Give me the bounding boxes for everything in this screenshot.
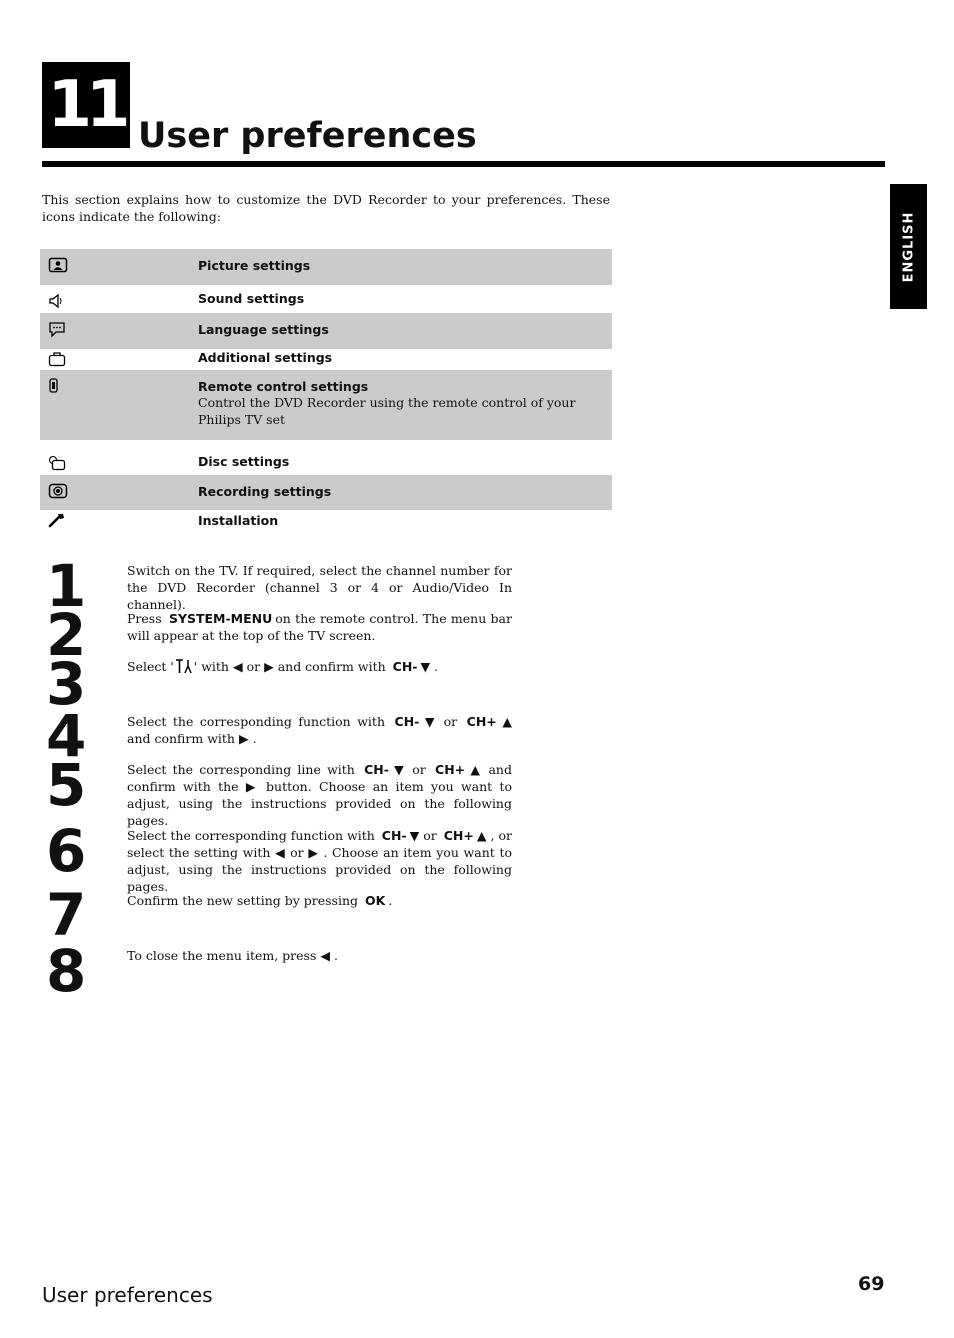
legend-label: Language settings [198, 322, 329, 337]
step-number: 6 [46, 817, 87, 885]
footer-section-title: User preferences [42, 1283, 213, 1307]
up-arrow-icon: ▲ [468, 762, 483, 777]
step-number: 4 [46, 702, 87, 770]
legend-label: Recording settings [198, 484, 332, 499]
legend-row-installation [40, 510, 612, 534]
title-divider [42, 161, 885, 167]
legend-row-additional [40, 349, 612, 370]
speech-bubble-icon [48, 321, 66, 338]
legend-row-picture [40, 249, 612, 285]
step-text: Confirm the new setting by pressing OK . [127, 893, 393, 908]
step-text: Select the corresponding function with CH- ▼ or CH+ ▲ and confirm with ▶ . [127, 714, 512, 746]
language-tab-label: ENGLISH [901, 211, 916, 282]
step-number: 2 [46, 601, 87, 669]
installation-icon [174, 658, 194, 674]
ch-plus-key: CH+ [435, 762, 466, 777]
ch-minus-key: CH- [392, 659, 418, 674]
record-icon [48, 483, 68, 499]
legend-label: Disc settings [198, 454, 290, 469]
step-text: Select the corresponding function with CH- ▼ or CH+ ▲ , or select the setting with ◀ or ▶ . Choose an item you want to adjust, using the instructions provided on the following pages. [127, 828, 513, 894]
step-text: To close the menu item, press ◀ . [127, 948, 338, 963]
legend-label: Remote control settings [198, 379, 369, 394]
up-arrow-icon: ▲ [499, 714, 512, 729]
step-number: 7 [46, 881, 87, 949]
ch-plus-key: CH+ [443, 828, 474, 843]
speaker-icon [48, 293, 64, 309]
legend-row-language [40, 313, 612, 349]
ch-plus-key: CH+ [466, 714, 497, 729]
ch-minus-key: CH- [381, 828, 407, 843]
left-arrow-icon: ◀ [232, 659, 243, 674]
down-arrow-icon: ▼ [409, 828, 420, 843]
legend-spacer [40, 440, 612, 453]
step-number: 1 [46, 552, 87, 620]
step-number: 5 [46, 751, 87, 819]
legend-label: Installation [198, 513, 279, 528]
left-arrow-icon: ◀ [275, 845, 286, 860]
ch-minus-key: CH- [394, 714, 420, 729]
right-arrow-icon: ▶ [245, 779, 259, 794]
picture-icon [48, 257, 68, 273]
step-text: Select ' ' with ◀ or ▶ and confirm with CH- ▼ . [127, 659, 439, 674]
up-arrow-icon: ▲ [476, 828, 487, 843]
legend-label: Sound settings [198, 291, 305, 306]
legend-row-sound [40, 285, 612, 313]
wrench-icon [48, 512, 66, 528]
legend-label: Picture settings [198, 258, 311, 273]
page-title: User preferences [138, 116, 477, 156]
right-arrow-icon: ▶ [308, 845, 319, 860]
intro-paragraph: This section explains how to customize the DVD Recorder to your preferences. These icons indicate the following: [42, 192, 610, 224]
down-arrow-icon: ▼ [391, 762, 407, 777]
legend-row-remote [40, 370, 612, 440]
disc-icon [48, 455, 66, 471]
left-arrow-icon: ◀ [320, 948, 330, 963]
step-text: Press SYSTEM-MENU on the remote control. The menu bar will appear at the top of the TV screen. [127, 611, 512, 643]
step-number: 8 [46, 937, 87, 1005]
briefcase-icon [48, 351, 66, 367]
language-tab [890, 184, 927, 309]
down-arrow-icon: ▼ [420, 659, 431, 674]
ch-minus-key: CH- [364, 762, 389, 777]
settings-icon-legend [40, 249, 612, 534]
step-text: Select the corresponding line with CH- ▼ or CH+ ▲ and confirm with the ▶ button. Choose an item you want to adjust, using the instructions provided on the following pages. [127, 762, 512, 828]
legend-description: Control the DVD Recorder using the remote control of your Philips TV set [198, 395, 576, 427]
page-number: 69 [858, 1273, 885, 1295]
ok-key: OK [365, 893, 386, 908]
down-arrow-icon: ▼ [422, 714, 438, 729]
system-menu-key: SYSTEM-MENU [168, 611, 273, 626]
chapter-number-box: 11 [42, 62, 130, 148]
step-text: Switch on the TV. If required, select the channel number for the DVD Recorder (channel 3 or 4 or Audio/Video In channel). [127, 563, 512, 612]
legend-row-recording [40, 475, 612, 510]
legend-label: Additional settings [198, 350, 333, 365]
legend-row-disc [40, 453, 612, 475]
right-arrow-icon: ▶ [238, 731, 249, 746]
right-arrow-icon: ▶ [264, 659, 274, 674]
step-number: 3 [46, 650, 87, 718]
remote-control-icon [48, 378, 60, 394]
